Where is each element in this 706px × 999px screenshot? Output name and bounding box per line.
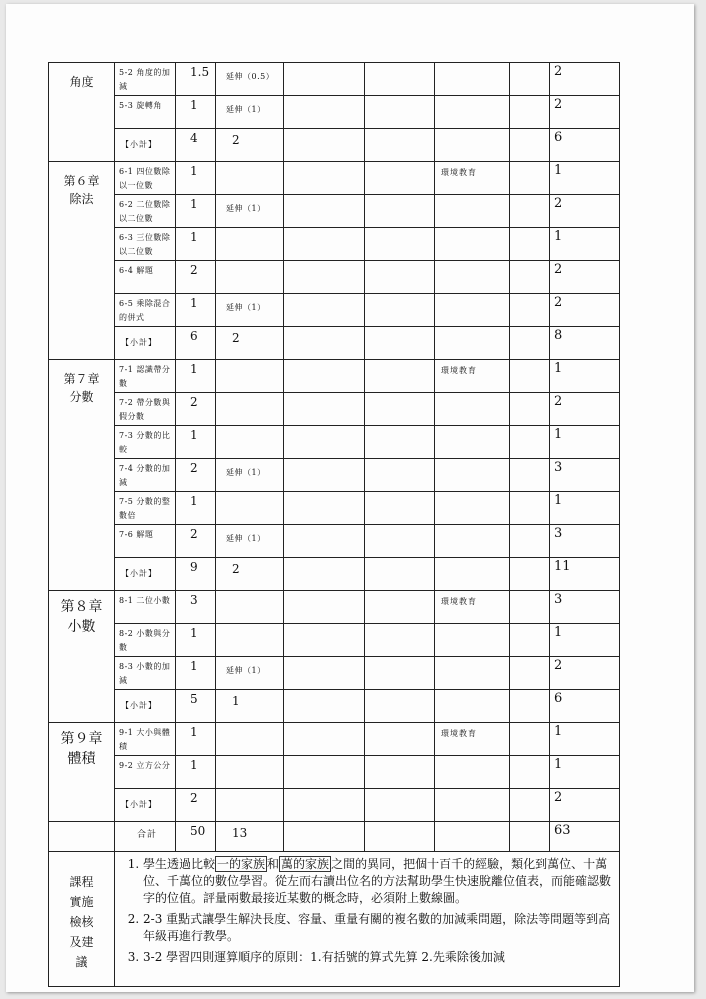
blank-cell [510, 360, 550, 393]
unit-name: 6-3 三位數除以二位數 [115, 228, 176, 261]
periods-cell: 1 [176, 492, 216, 525]
issue-cell [435, 129, 510, 162]
table-row [49, 327, 620, 360]
table-row [49, 129, 620, 162]
total-cell: 3 [550, 591, 620, 624]
blank-cell [510, 393, 550, 426]
total-cell: 2 [550, 195, 620, 228]
unit-name: 7-1 認識帶分數 [115, 360, 176, 393]
extension-cell [216, 624, 284, 657]
blank-cell [365, 591, 435, 624]
periods-cell: 2 [176, 393, 216, 426]
boxed-term: 一的家族 [217, 857, 266, 871]
notes-label-line: 檢核 [69, 915, 94, 929]
periods-cell: 4 [176, 129, 216, 162]
total-cell: 2 [550, 261, 620, 294]
issue-cell [435, 657, 510, 690]
table-row [49, 492, 620, 525]
periods-cell: 1 [176, 756, 216, 789]
extension-cell [216, 591, 284, 624]
extension-cell: 延伸（1） [216, 294, 284, 327]
extension-cell [216, 723, 284, 756]
periods-cell: 2 [176, 525, 216, 558]
blank-cell [510, 558, 550, 591]
extension-cell: 2 [216, 129, 284, 162]
issue-cell [435, 294, 510, 327]
blank-cell [365, 63, 435, 96]
blank-cell [284, 789, 365, 822]
chapter-cell [49, 360, 115, 591]
total-cell: 3 [550, 525, 620, 558]
total-cell: 8 [550, 327, 620, 360]
issue-cell [435, 756, 510, 789]
total-cell: 2 [550, 657, 620, 690]
blank-cell [365, 624, 435, 657]
total-cell: 2 [550, 63, 620, 96]
table-row [49, 558, 620, 591]
notes-label-line: 及建 [69, 935, 94, 949]
unit-name: 5-2 角度的加減 [115, 63, 176, 96]
chapter-title: 第８章 [60, 599, 103, 615]
extension-cell: 2 [216, 327, 284, 360]
blank-cell [284, 624, 365, 657]
blank-cell [284, 591, 365, 624]
blank-cell [365, 525, 435, 558]
blank-cell [510, 96, 550, 129]
table-row [49, 525, 620, 558]
unit-name: 8-3 小數的加減 [115, 657, 176, 690]
blank-cell [284, 294, 365, 327]
blank-cell [510, 459, 550, 492]
blank-cell [435, 822, 510, 852]
extension-cell: 延伸（1） [216, 195, 284, 228]
notes-list [121, 856, 611, 966]
blank-cell [510, 492, 550, 525]
unit-name: 9-2 立方公分 [115, 756, 176, 789]
blank-cell [284, 327, 365, 360]
subtotal-label: 【小計】 [115, 327, 176, 360]
issue-cell [435, 393, 510, 426]
blank-cell [284, 558, 365, 591]
blank-cell [284, 195, 365, 228]
blank-cell [510, 327, 550, 360]
blank-cell [284, 393, 365, 426]
issue-cell [435, 492, 510, 525]
grand-total-value: 63 [550, 822, 620, 852]
periods-cell: 1 [176, 723, 216, 756]
extension-cell [216, 228, 284, 261]
table-row [49, 459, 620, 492]
blank-cell [365, 393, 435, 426]
periods-cell: 1 [176, 162, 216, 195]
blank-cell [284, 96, 365, 129]
unit-name: 9-1 大小與體積 [115, 723, 176, 756]
blank-cell [365, 195, 435, 228]
unit-name: 7-3 分數的比較 [115, 426, 176, 459]
extension-cell: 延伸（0.5） [216, 63, 284, 96]
blank-cell [510, 822, 550, 852]
table-row [49, 228, 620, 261]
total-cell: 1 [550, 426, 620, 459]
blank-cell [284, 822, 365, 852]
periods-cell: 1 [176, 624, 216, 657]
table-row [49, 393, 620, 426]
periods-cell: 1 [176, 96, 216, 129]
issue-cell [435, 228, 510, 261]
note-item: 3. 3-2 學習四則運算順序的原則：1.有括號的算式先算 2.先乘除後加減 [143, 949, 611, 966]
extension-cell [216, 162, 284, 195]
blank-cell [365, 360, 435, 393]
blank-cell [365, 822, 435, 852]
chapter-title: 角度 [69, 75, 94, 89]
chapter-cell [49, 63, 115, 162]
chapter-title: 第６章 [63, 174, 100, 188]
blank-cell [49, 822, 115, 852]
total-cell: 1 [550, 228, 620, 261]
blank-cell [365, 162, 435, 195]
unit-name: 7-6 解題 [115, 525, 176, 558]
issue-cell [435, 195, 510, 228]
blank-cell [510, 294, 550, 327]
unit-name: 6-4 解題 [115, 261, 176, 294]
notes-row [49, 852, 620, 987]
note-text: 學生透過比較 [143, 857, 216, 871]
periods-cell: 3 [176, 591, 216, 624]
extension-cell [216, 261, 284, 294]
blank-cell [365, 558, 435, 591]
total-cell: 6 [550, 129, 620, 162]
blank-cell [284, 129, 365, 162]
periods-cell: 1 [176, 657, 216, 690]
notes-label-line: 實施 [69, 895, 94, 909]
blank-cell [510, 426, 550, 459]
notes-label-line: 課程 [69, 875, 94, 889]
grand-total-label: 合計 [115, 822, 176, 852]
blank-cell [365, 228, 435, 261]
issue-cell: 環境教育 [435, 162, 510, 195]
total-cell: 1 [550, 756, 620, 789]
periods-cell: 2 [176, 789, 216, 822]
notes-label [49, 852, 115, 987]
extension-cell: 2 [216, 558, 284, 591]
total-cell: 1 [550, 492, 620, 525]
extension-cell: 1 [216, 690, 284, 723]
blank-cell [365, 723, 435, 756]
table-row [49, 591, 620, 624]
note-text: 之間的異同，把個十百千的經驗，類化到萬位、十萬位、千萬位的數位學習。從左而右讀出位名的方法幫助學生快速脫離位值表，而能確認數字的位值。評量兩數最接近某數的概念時，必須附上數線圖。 [143, 857, 612, 905]
chapter-cell [49, 162, 115, 360]
total-cell: 1 [550, 624, 620, 657]
issue-cell: 環境教育 [435, 360, 510, 393]
curriculum-table [48, 62, 620, 987]
extension-cell [216, 789, 284, 822]
table-row [49, 756, 620, 789]
issue-cell [435, 261, 510, 294]
total-cell: 1 [550, 723, 620, 756]
total-cell: 2 [550, 294, 620, 327]
note-text: 和 [267, 857, 280, 871]
blank-cell [510, 756, 550, 789]
total-cell: 3 [550, 459, 620, 492]
note-item [143, 856, 611, 907]
extension-cell [216, 756, 284, 789]
periods-cell: 6 [176, 327, 216, 360]
blank-cell [510, 195, 550, 228]
blank-cell [365, 756, 435, 789]
table-row [49, 690, 620, 723]
chapter-cell [49, 723, 115, 822]
issue-cell [435, 558, 510, 591]
notes-label-line: 議 [75, 955, 88, 969]
chapter-subtitle: 體積 [67, 751, 96, 767]
table-row [49, 789, 620, 822]
periods-cell: 1 [176, 195, 216, 228]
blank-cell [365, 327, 435, 360]
total-cell: 2 [550, 96, 620, 129]
blank-cell [510, 789, 550, 822]
issue-cell [435, 525, 510, 558]
total-cell: 6 [550, 690, 620, 723]
blank-cell [365, 426, 435, 459]
blank-cell [510, 261, 550, 294]
blank-cell [284, 426, 365, 459]
blank-cell [284, 162, 365, 195]
issue-cell [435, 63, 510, 96]
unit-name: 5-3 旋轉角 [115, 96, 176, 129]
blank-cell [365, 492, 435, 525]
periods-cell: 1 [176, 228, 216, 261]
blank-cell [284, 228, 365, 261]
grand-total-periods: 50 [176, 822, 216, 852]
blank-cell [510, 129, 550, 162]
blank-cell [284, 525, 365, 558]
table-row [49, 426, 620, 459]
periods-cell: 1 [176, 360, 216, 393]
chapter-subtitle: 小數 [67, 619, 96, 635]
table-row [49, 162, 620, 195]
table-row [49, 723, 620, 756]
table-row [49, 261, 620, 294]
blank-cell [510, 63, 550, 96]
blank-cell [365, 690, 435, 723]
unit-name: 7-4 分數的加減 [115, 459, 176, 492]
blank-cell [365, 96, 435, 129]
extension-cell [216, 360, 284, 393]
unit-name: 6-2 二位數除以二位數 [115, 195, 176, 228]
table-row [49, 624, 620, 657]
periods-cell: 2 [176, 459, 216, 492]
blank-cell [365, 459, 435, 492]
chapter-title: 第９章 [60, 731, 103, 747]
blank-cell [284, 657, 365, 690]
issue-cell [435, 96, 510, 129]
periods-cell: 1 [176, 426, 216, 459]
boxed-term: 萬的家族 [281, 857, 330, 871]
unit-name: 7-2 帶分數與假分數 [115, 393, 176, 426]
blank-cell [365, 789, 435, 822]
issue-cell [435, 459, 510, 492]
table-row [49, 96, 620, 129]
issue-cell [435, 789, 510, 822]
blank-cell [510, 591, 550, 624]
issue-cell [435, 426, 510, 459]
blank-cell [284, 459, 365, 492]
blank-cell [284, 492, 365, 525]
table-row [49, 195, 620, 228]
extension-cell: 延伸（1） [216, 657, 284, 690]
extension-cell [216, 393, 284, 426]
grand-total-extension: 13 [216, 822, 284, 852]
table-row [49, 360, 620, 393]
blank-cell [510, 723, 550, 756]
blank-cell [510, 690, 550, 723]
total-cell: 2 [550, 393, 620, 426]
periods-cell: 1 [176, 294, 216, 327]
issue-cell: 環境教育 [435, 723, 510, 756]
subtotal-label: 【小計】 [115, 129, 176, 162]
blank-cell [510, 525, 550, 558]
periods-cell: 9 [176, 558, 216, 591]
unit-name: 8-2 小數與分數 [115, 624, 176, 657]
blank-cell [510, 657, 550, 690]
document-page [6, 4, 694, 992]
table-row [49, 63, 620, 96]
unit-name: 6-1 四位數除以一位數 [115, 162, 176, 195]
periods-cell: 2 [176, 261, 216, 294]
blank-cell [510, 228, 550, 261]
unit-name: 8-1 二位小數 [115, 591, 176, 624]
blank-cell [284, 756, 365, 789]
issue-cell [435, 327, 510, 360]
issue-cell [435, 690, 510, 723]
table-row [49, 657, 620, 690]
blank-cell [284, 360, 365, 393]
grand-total-row [49, 822, 620, 852]
table-body [49, 63, 620, 987]
unit-name: 7-5 分數的整數倍 [115, 492, 176, 525]
subtotal-label: 【小計】 [115, 690, 176, 723]
blank-cell [365, 129, 435, 162]
chapter-subtitle: 除法 [69, 192, 94, 206]
total-cell: 2 [550, 789, 620, 822]
periods-cell: 1.5 [176, 63, 216, 96]
subtotal-label: 【小計】 [115, 558, 176, 591]
blank-cell [510, 162, 550, 195]
blank-cell [284, 723, 365, 756]
periods-cell: 5 [176, 690, 216, 723]
total-cell: 1 [550, 162, 620, 195]
blank-cell [284, 690, 365, 723]
extension-cell: 延伸（1） [216, 459, 284, 492]
chapter-title: 第７章 [63, 372, 100, 386]
blank-cell [365, 294, 435, 327]
blank-cell [365, 657, 435, 690]
note-item: 2. 2-3 重點式讓學生解決長度、容量、重量有關的複名數的加減乘問題，除法等問題等到高年級再進行教學。 [143, 911, 611, 945]
extension-cell [216, 426, 284, 459]
extension-cell: 延伸（1） [216, 525, 284, 558]
blank-cell [284, 261, 365, 294]
extension-cell [216, 492, 284, 525]
blank-cell [284, 63, 365, 96]
notes-content [115, 852, 620, 987]
unit-name: 6-5 乘除混合的併式 [115, 294, 176, 327]
blank-cell [365, 261, 435, 294]
extension-cell: 延伸（1） [216, 96, 284, 129]
total-cell: 11 [550, 558, 620, 591]
blank-cell [510, 624, 550, 657]
chapter-subtitle: 分數 [69, 390, 94, 404]
chapter-cell [49, 591, 115, 723]
total-cell: 1 [550, 360, 620, 393]
table-row [49, 294, 620, 327]
subtotal-label: 【小計】 [115, 789, 176, 822]
issue-cell: 環境教育 [435, 591, 510, 624]
issue-cell [435, 624, 510, 657]
